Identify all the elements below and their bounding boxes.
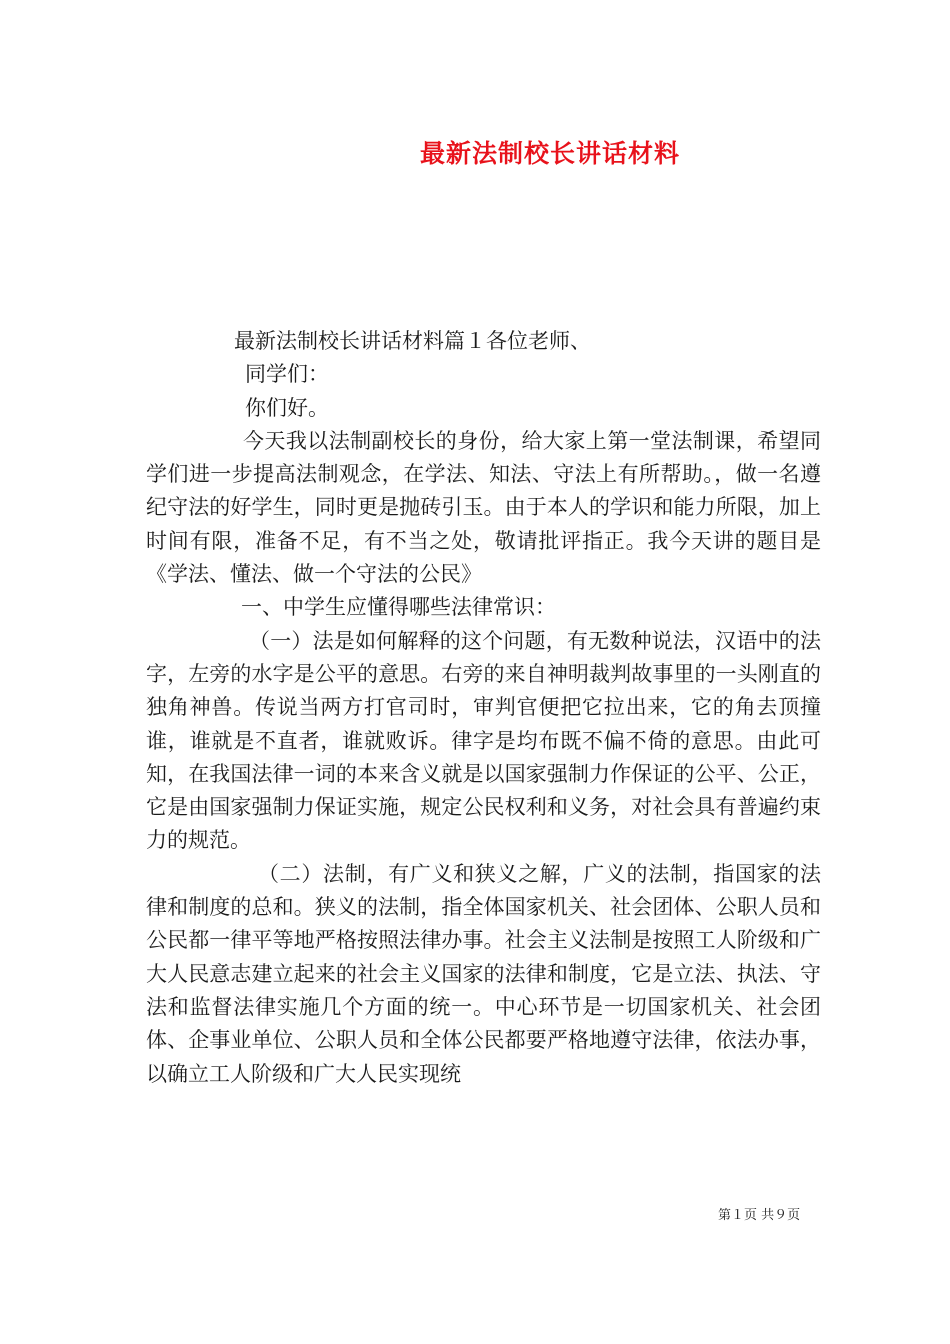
paragraph-introduction: 今天我以法制副校长的身份，给大家上第一堂法制课，希望同学们进一步提高法制观念，在学法、知法、守法上有所帮助。，做一名遵纪守法的好学生，同时更是抛砖引玉。由于本人的学识和能力所限，加上时间有限，准备不足，有不当之处，敬请批评指正。我今天讲的题目是《学法、懂法、做一个守法的公民》 (146, 428, 821, 587)
paragraph-legal-system: （二）法制，有广义和狭义之解，广义的法制，指国家的法律和制度的总和。狭义的法制，指全体国家机关、社会团体、公职人员和公民都一律平等地严格按照法律办事。社会主义法制是按照工人阶级和广大人民意志建立起来的社会主义国家的法律和制度，它是立法、执法、守法和监督法律实施几个方面的统一。中心环节是一切国家机关、社会团体、企事业单位、公职人员和全体公民都要严格地遵守法律，依法办事，以确立工人阶级和广大人民实现统 (146, 861, 821, 1086)
document-body (146, 325, 821, 1091)
paragraph-salutation: 同学们： (245, 362, 329, 387)
document-title: 最新法制校长讲话材料 (419, 139, 680, 168)
paragraph-section-heading: 一、中学生应懂得哪些法律常识： (241, 595, 556, 620)
paragraph-greeting: 你们好。 (245, 395, 329, 420)
paragraph-law-definition: （一）法是如何解释的这个问题，有无数种说法，汉语中的法字，左旁的水字是公平的意思。右旁的来自神明裁判故事里的一头刚直的独角神兽。传说当两方打官司时，审判官便把它拉出来，它的角去顶撞谁，谁就是不直者，谁就败诉。律字是均布既不偏不倚的意思。由此可知，在我国法律一词的本来含义就是以国家强制力作保证的公平、公正，它是由国家强制力保证实施，规定公民权利和义务，对社会具有普遍约束力的规范。 (146, 628, 821, 853)
page-number-footer: 第１页 共９页 (718, 1208, 801, 1223)
paragraph-heading-line: 最新法制校长讲话材料篇１各位老师、 (234, 329, 591, 353)
